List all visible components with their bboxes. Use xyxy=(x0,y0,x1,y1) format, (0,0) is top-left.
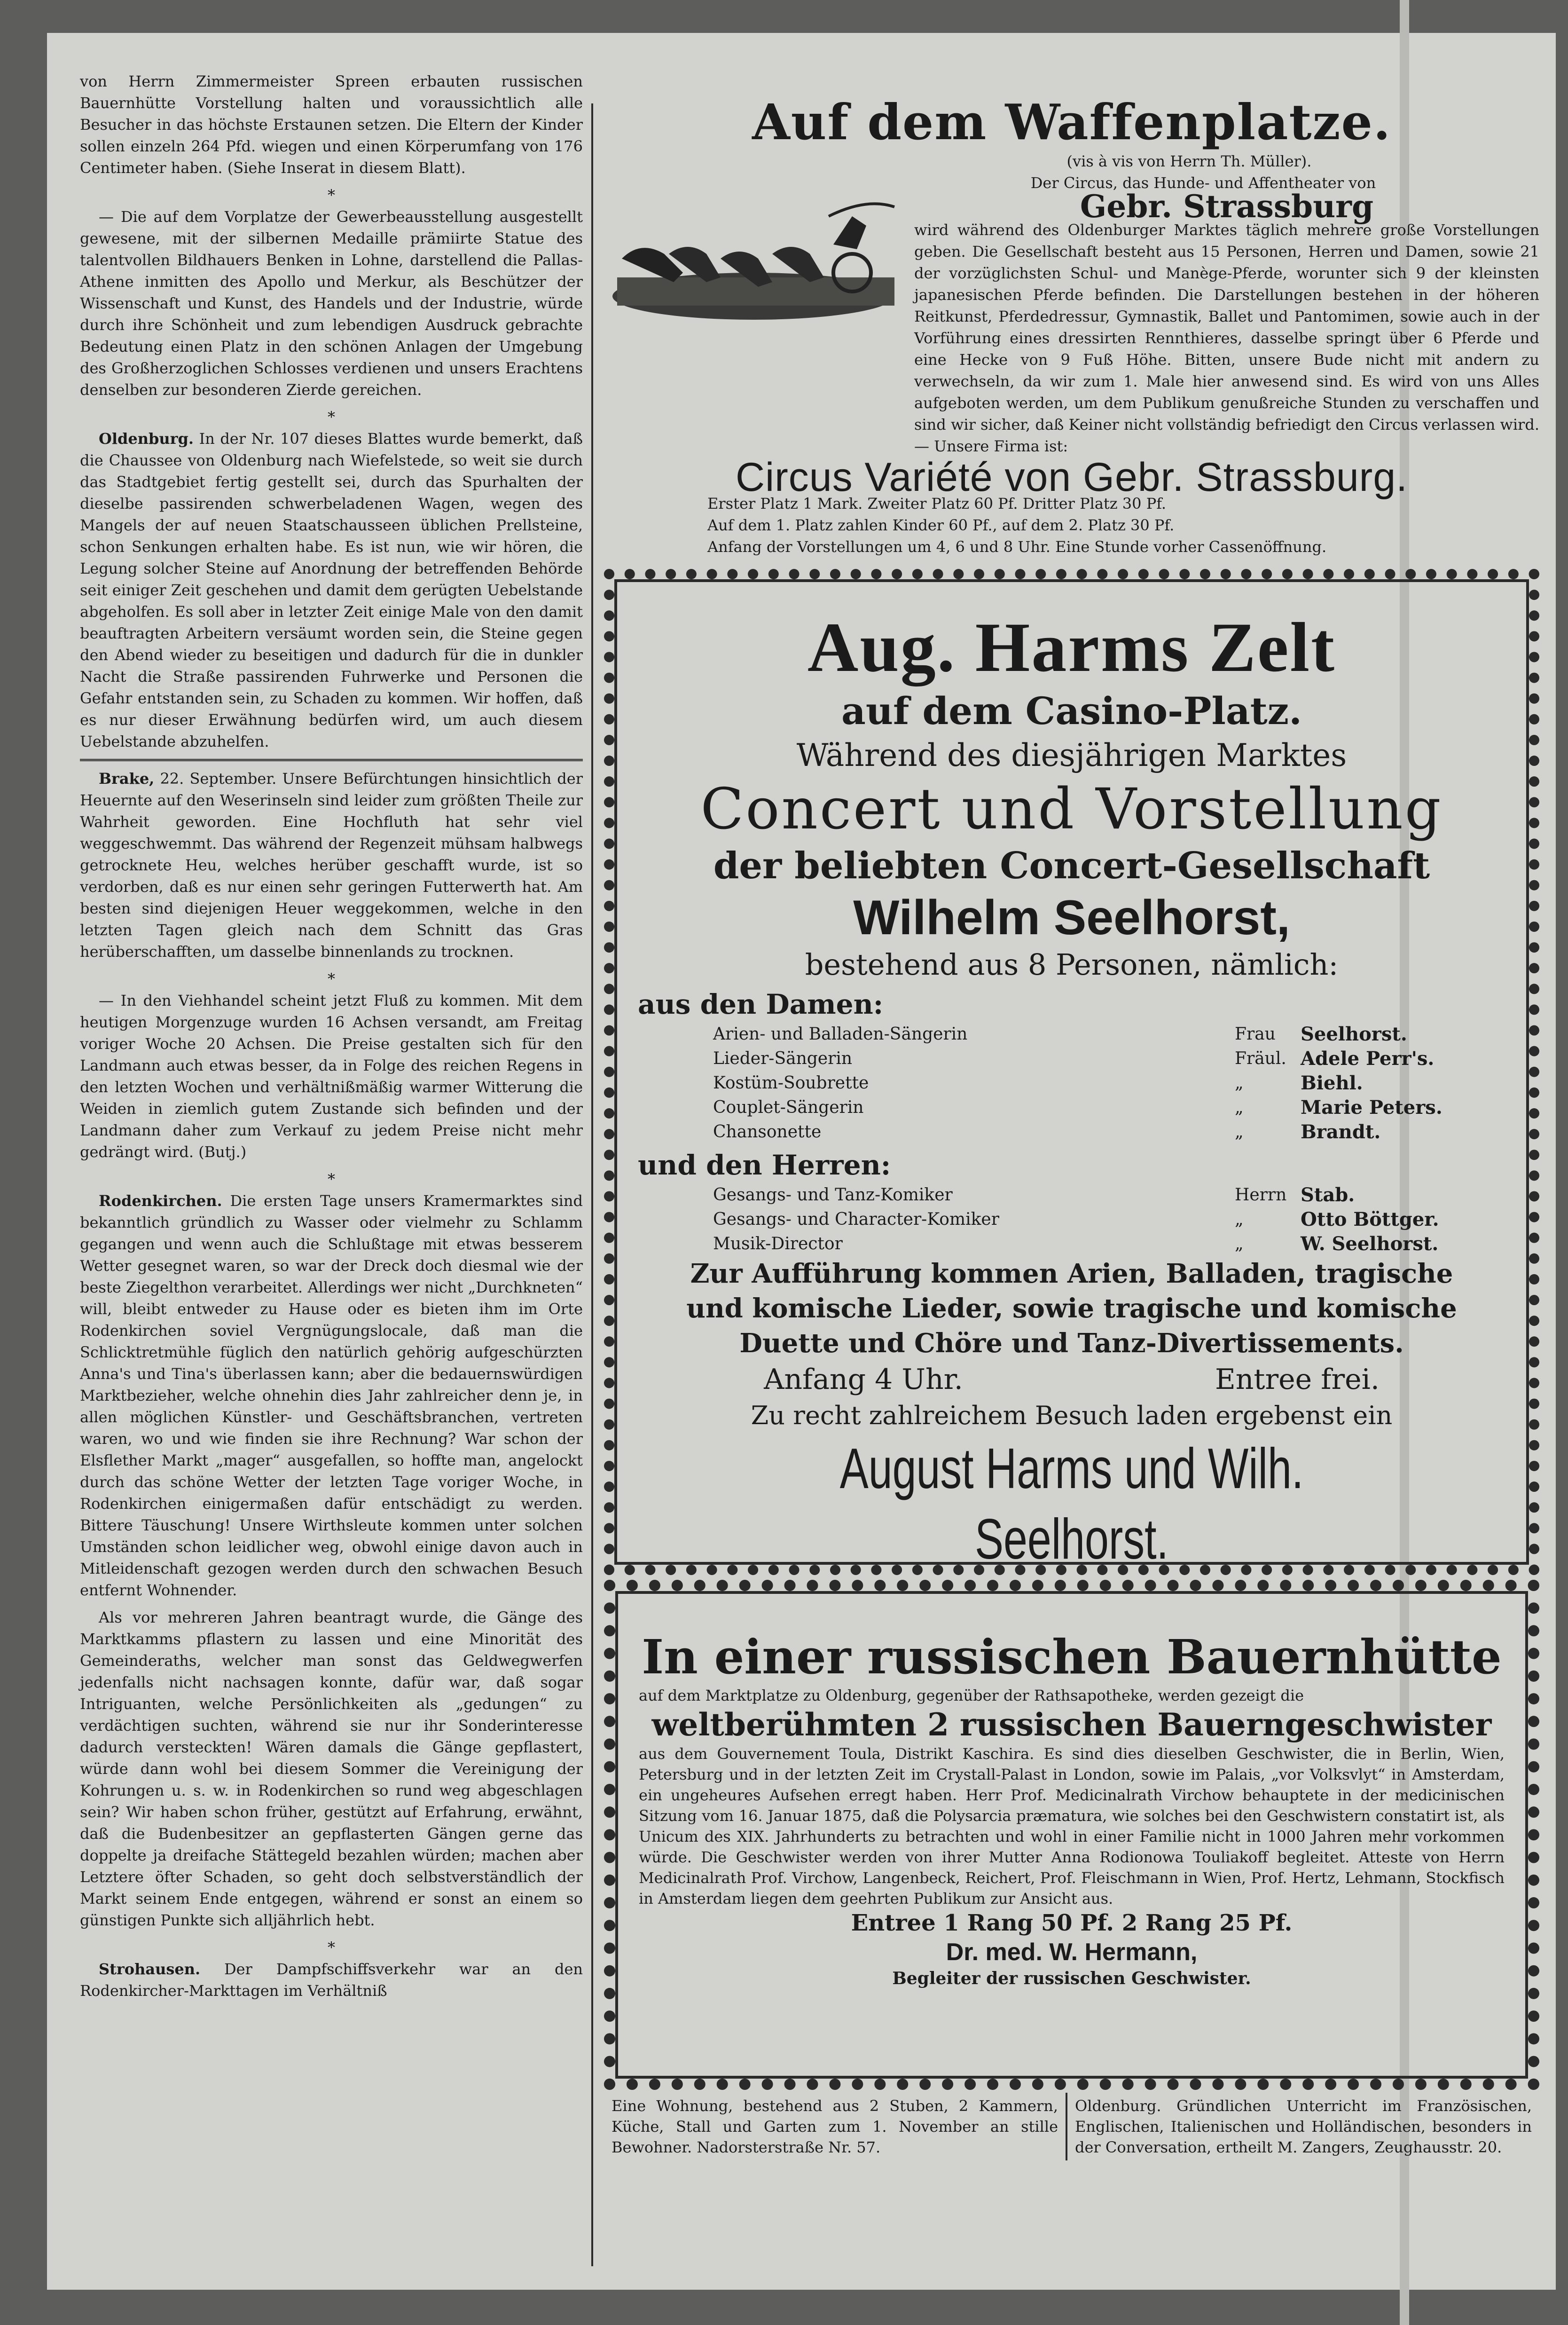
russian-prices: Entree 1 Rang 50 Pf. 2 Rang 25 Pf. xyxy=(851,1910,1293,1936)
roster-name: Biehl. xyxy=(1301,1072,1363,1094)
article-paragraph: von Herrn Zimmermeister Spreen erbauten russischen Bauernhütte Vorstellung halten und voraussichtlich alle Besucher in das höchste Erstaunen setzen. Die Eltern der Kinder sollen einzeln 264 Pfd. wiegen und einen Körperumfang von 176 Centimeter haben. (Siehe Inserat in diesem Blatt). xyxy=(80,72,583,177)
roster-title: Fräul. xyxy=(1235,1049,1286,1068)
russian-location: auf dem Marktplatze zu Oldenburg, gegenüber der Rathsapotheke, werden gezeigt die xyxy=(639,1687,1304,1704)
article-dateline: Brake, xyxy=(99,770,155,788)
chariot-engraving xyxy=(608,188,899,329)
harms-signature: August Harms und Wilh. Seelhorst. xyxy=(839,1436,1304,1571)
harms-concert: Concert und Vorstellung xyxy=(700,777,1443,842)
roster-role: Couplet-Sängerin xyxy=(713,1098,864,1117)
article-dateline: Oldenburg. xyxy=(99,430,194,448)
article-dateline: Strohausen. xyxy=(99,1960,201,1978)
roster-name: Seelhorst. xyxy=(1301,1023,1407,1045)
article-text: Die ersten Tage unsers Kramermarktes sind bekanntlich gründlich zu Wasser oder vielmehr zu Schlamm gegangen und wenn auch die Schlußtage mit etwas besserem Wetter gesegnet waren, so war der Dreck doch diesmal wie der beste Ziegelthon verarbeitet. Allerdings wer nicht „Durchkneten“ will, bleibt entweder zu Hause oder es bieten ihm im Orte Rodenkirchen soviel Vergnügungslocale, daß man die Schlicktretmühle füglich den natürlich gehörig aufgeschürzten Anna's und Tina's überlassen kann; aber die bedauernswürdigen Marktbezieher, welche ohnehin dies Jahr zahlreicher denn je, in allen möglichen Künstler- und Geschäftsbranchen, vertreten waren, wo und wie finden sie ihre Rechnung? War schon der Elsflether Markt „mager“ ausgefallen, so hoffte man, angelockt durch das schöne Wetter der letzten Tage voriger Woche, in Rodenkirchen einigermaßen dafür entschädigt zu werden. Bittere Täuschung! Unsere Wirthsleute kommen unter solchen Umständen schon leidlicher weg, obwohl einige davon auch in Mitleidenschaft gezogen werden durch den schwachen Besuch entfernt Wohnender. xyxy=(80,1192,583,1599)
harms-during: Während des diesjährigen Marktes xyxy=(796,737,1347,773)
roster-row xyxy=(638,1096,1505,1120)
russian-hut-ad xyxy=(604,1580,1539,2090)
separator-star: * xyxy=(328,186,335,204)
roster-row xyxy=(638,1207,1505,1232)
circus-firm: Gebr. Strassburg xyxy=(1080,188,1374,225)
start-entry-row xyxy=(638,1361,1505,1398)
roster-row xyxy=(638,1047,1505,1071)
roster-title: „ xyxy=(1235,1210,1244,1229)
entry-fee: Entree frei. xyxy=(1215,1363,1380,1396)
roster-title: Herrn xyxy=(1235,1185,1287,1205)
article-text: In der Nr. 107 dieses Blattes wurde bemerkt, daß die Chaussee von Oldenburg nach Wiefelstede, so weit sie durch das Stadtgebiet fertig gestellt sei, durch das Spurhalten der dieselbe passirenden schwerbeladenen Wagen, wegen des Mangels der auf neuen Staatschausseen üblichen Prellsteine, schon Senkungen erhalten habe. Es ist nun, wie wir hören, die Legung solcher Steine auf Anordnung der betreffenden Behörde seit einiger Zeit geschehen und damit dem gerügten Uebelstande abgeholfen. Es soll aber in letzter Zeit einige Male von den damit beauftragten Arbeitern versäumt worden sein, die Steine gegen den Abend wieder zu beseitigen und dadurch für die in dunkler Nacht die Straße passirenden Fuhrwerke und Personen die Gefahr entstanden sein, zu Schaden zu kommen. Wir hoffen, daß es nur dieser Erwähnung bedürfen wird, um auch diesem Uebelstande abzuhelfen. xyxy=(80,430,583,750)
separator-star: * xyxy=(328,1170,335,1188)
roster-name: Marie Peters. xyxy=(1301,1096,1443,1119)
ladies-label: aus den Damen: xyxy=(638,988,884,1020)
circus-ad-title: Auf dem Waffenplatze. xyxy=(752,93,1391,151)
article-brake xyxy=(80,768,583,962)
circus-intro: Der Circus, das Hunde- und Affentheater von xyxy=(1030,174,1376,192)
program-line: Zur Aufführung kommen Arien, Balladen, tragische xyxy=(690,1258,1453,1289)
roster-role: Chansonette xyxy=(713,1122,822,1142)
article-dateline: Rodenkirchen. xyxy=(99,1192,222,1210)
russian-headline: weltberühmten 2 russischen Bauerngeschwister xyxy=(651,1706,1492,1743)
roster-name: Stab. xyxy=(1301,1184,1355,1206)
roster-title: Frau xyxy=(1235,1025,1276,1044)
roster-role: Lieder-Sängerin xyxy=(713,1049,853,1068)
harms-place: auf dem Casino-Platz. xyxy=(841,689,1302,733)
roster-row xyxy=(638,1232,1505,1256)
article-text: 22. September. Unsere Befürchtungen hinsichtlich der Heuernte auf den Weserinseln sind leider zum größten Theile zur Wahrheit geworden. Eine Hochfluth hat sehr viel weggeschwemmt. Das während der Regenzeit mühsam halbwegs getrocknete Heu, welches herüber geschafft wurde, ist so verdorben, daß es nur einen sehr geringen Futterwerth hat. Am besten sind diejenigen Heuer weggekommen, welche in den letzten Tagen gleich nach dem Schnitt das Gras herüberschafften, um dasselbe binnenlands zu trocknen. xyxy=(80,770,583,961)
language-lesson-ad: Oldenburg. Gründlichen Unterricht im Französischen, Englischen, Italienischen und Holländischen, besonders in der Conversation, ertheilt M. Zangers, Zeughausstr. 20. xyxy=(1075,2097,1532,2156)
circus-location: (vis à vis von Herrn Th. Müller). xyxy=(1066,152,1312,170)
roster-row xyxy=(638,1183,1505,1207)
roster-name: Otto Böttger. xyxy=(1301,1208,1439,1230)
russian-description: aus dem Gouvernement Toula, Distrikt Kaschira. Es sind dies dieselben Geschwister, die in Berlin, Wien, Petersburg und in der letzten Zeit im Crystall-Palast in London, sowie im Palais, „vor Volksvlyt“ in Amsterdam, ein ungeheures Aufsehen erregt haben. Herr Prof. Medicinalrath Virchow behauptete in der medicinischen Sitzung vom 16. Januar 1875, daß die Polysarcia præmatura, wie solches bei den Geschwistern constatirt ist, als Unicum des XIX. Jahrhunderts zu betrachten und wohl in einer Familie nicht in 1000 Jahren mehr vorkommen würde. Die Geschwister werden von ihrer Mutter Anna Rodionowa Touliakoff begleitet. Atteste von Herrn Medicinalrath Prof. Virchow, Langenbeck, Reichert, Prof. Fleischmann in Wien, Prof. Hertz, Lehmann, Stockfisch in Amsterdam liegen dem geehrten Publikum zur Ansicht aus. xyxy=(639,1745,1505,1907)
harms-ad xyxy=(604,569,1539,1575)
roster-title: „ xyxy=(1235,1098,1244,1117)
circus-ad xyxy=(604,94,1539,569)
roster-role: Gesangs- und Character-Komiker xyxy=(713,1210,999,1229)
roster-row xyxy=(638,1071,1505,1096)
roster-name: W. Seelhorst. xyxy=(1301,1233,1439,1255)
roster-role: Arien- und Balladen-Sängerin xyxy=(713,1025,968,1044)
harms-consist: bestehend aus 8 Personen, nämlich: xyxy=(805,947,1339,982)
advertisement-column xyxy=(604,94,1539,2160)
russian-title: In einer russischen Bauernhütte xyxy=(642,1629,1502,1685)
roster-role: Kostüm-Soubrette xyxy=(713,1073,869,1093)
circus-name: Circus Variété von Gebr. Strassburg. xyxy=(735,455,1408,500)
apartment-ad: Eine Wohnung, bestehend aus 2 Stuben, 2 Kammern, Küche, Stall und Garten zum 1. November an stille Bewohner. Nadorsterstraße Nr. 57. xyxy=(604,2093,1067,2160)
harms-society: der beliebten Concert-Gesellschaft xyxy=(713,844,1430,887)
column-divider xyxy=(591,103,593,2266)
roster-title: „ xyxy=(1235,1122,1244,1142)
article-paragraph: — Die auf dem Vorplatze der Gewerbeausstellung ausgestellt gewesene, mit der silbernen Medaille prämiirte Statue des talentvollen Bildhauers Benken in Lohne, darstellend die Pallas-Athene inmitten des Apollo und Merkur, als Beschützer der Wissenschaft und Kunst, des Handels und der Industrie, würde durch ihre Schönheit und zum lebendigen Ausdruck gebrachte Bedeutung einen Platz in den schönen Anlagen der Umgebung des Großherzoglichen Schlosses verdienen und unsers Erachtens denselben zur besonderen Zierde gereichen. xyxy=(80,208,583,399)
article-paragraph: — In den Viehhandel scheint jetzt Fluß zu kommen. Mit dem heutigen Morgenzuge wurden 16 Achsen versandt, am Freitag voriger Woche 20 Achsen. Die Preise gestalten sich für den Landmann auch etwas besser, da in Folge des reichen Regens in den letzten Wochen und verhältnißmäßig warmer Witterung die Weiden in ziemlich gutem Zustande sich befinden und der Landmann daher zum Verkauf zu jedem Preise nicht mehr gedrängt wird. (Butj.) xyxy=(80,992,583,1161)
circus-child-prices: Auf dem 1. Platz zahlen Kinder 60 Pf., auf dem 2. Platz 30 Pf. xyxy=(707,516,1175,534)
separator-star: * xyxy=(328,1939,335,1956)
separator-star: * xyxy=(328,970,335,988)
article-text: Der Dampfschiffsverkehr war an den Rodenkircher-Markttagen im Verhältniß xyxy=(80,1960,583,2000)
article-strohausen xyxy=(80,1958,583,2002)
start-time: Anfang 4 Uhr. xyxy=(764,1363,963,1396)
article-oldenburg xyxy=(80,428,583,752)
russian-doctor-role: Begleiter der russischen Geschwister. xyxy=(892,1969,1251,1988)
circus-description: wird während des Oldenburger Marktes täglich mehrere große Vorstellungen geben. Die Gesellschaft besteht aus 15 Personen, Herren und Damen, sowie 21 der vorzüglichsten Schul- und Manège-Pferde, worunter sich 9 der kleinsten japanesischen Pferde befinden. Die Darstellungen bestehen in der höheren Reitkunst, Pferdedressur, Gymnastik, Ballet und Pantomimen, sowie auch in der Vorführung eines dressirten Rennthieres, dasselbe springt über 6 Pferde und eine Hecke von 9 Fuß Höhe. Bitten, unsere Bude nicht mit andern zu verwechseln, da wir zum 1. Male hier anwesend sind. Es wird von uns Alles aufgeboten werden, um dem Publikum genußreiche Stunden zu verschaffen und sind wir sicher, daß Keiner nicht vollständig befriedigt den Circus verlassen wird. — Unsere Firma ist: xyxy=(914,221,1539,455)
section-rule xyxy=(80,759,583,761)
classified-row xyxy=(604,2093,1539,2160)
roster-title: „ xyxy=(1235,1073,1244,1093)
roster-title: „ xyxy=(1235,1234,1244,1253)
men-roster xyxy=(638,1183,1505,1256)
circus-prices: Erster Platz 1 Mark. Zweiter Platz 60 Pf. Dritter Platz 30 Pf. xyxy=(707,495,1167,512)
article-paragraph: Als vor mehreren Jahren beantragt wurde, die Gänge des Marktkamms pflastern zu lassen und eine Minorität des Gemeinderaths, welcher man sonst das Geldwegwerfen jedenfalls nicht nachsagen konnte, dafür war, daß sogar Intriguanten, welche Persönlichkeiten als „gedungen“ zu verdächtigen suchten, während sie nur ihr Sonderinteresse dadurch versteckten! Wären damals die Gänge gepflastert, würde dann wohl bei diesem Sommer die Vereinigung der Kohrungen u. s. w. in Rodenkirchen so rund weg abgeschlagen sein? Wir haben schon früher, gestützt auf Erfahrung, erwähnt, daß die Budenbesitzer an gepflasterten Gängen gerne das doppelte ja dreifache Stättegeld bezahlen würden; machen aber Letztere öfter Schaden, so geht doch selbstverständlich der Markt seinem Ende entgegen, während er sonst an einem so günstigen Punkte sich alljährlich hebt. xyxy=(80,1608,583,1929)
roster-row xyxy=(638,1120,1505,1144)
separator-star: * xyxy=(328,408,335,426)
men-label: und den Herren: xyxy=(638,1149,891,1181)
roster-role: Gesangs- und Tanz-Komiker xyxy=(713,1185,953,1205)
roster-role: Musik-Director xyxy=(713,1234,843,1253)
article-rodenkirchen xyxy=(80,1190,583,1601)
program-line: und komische Lieder, sowie tragische und komische xyxy=(686,1293,1457,1324)
ladies-roster xyxy=(638,1022,1505,1144)
roster-name: Adele Perr's. xyxy=(1301,1048,1435,1070)
invitation: Zu recht zahlreichem Besuch laden ergebenst ein xyxy=(751,1401,1393,1430)
harms-title: Aug. Harms Zelt xyxy=(807,608,1336,686)
roster-row xyxy=(638,1022,1505,1047)
roster-name: Brandt. xyxy=(1301,1121,1381,1143)
program-line: Duette und Chöre und Tanz-Divertissements. xyxy=(739,1328,1404,1359)
harms-leader: Wilhelm Seelhorst, xyxy=(853,891,1290,945)
circus-times: Anfang der Vorstellungen um 4, 6 und 8 Uhr. Eine Stunde vorher Cassenöffnung. xyxy=(707,538,1327,556)
news-column xyxy=(80,71,583,2007)
russian-doctor: Dr. med. W. Hermann, xyxy=(946,1939,1198,1966)
